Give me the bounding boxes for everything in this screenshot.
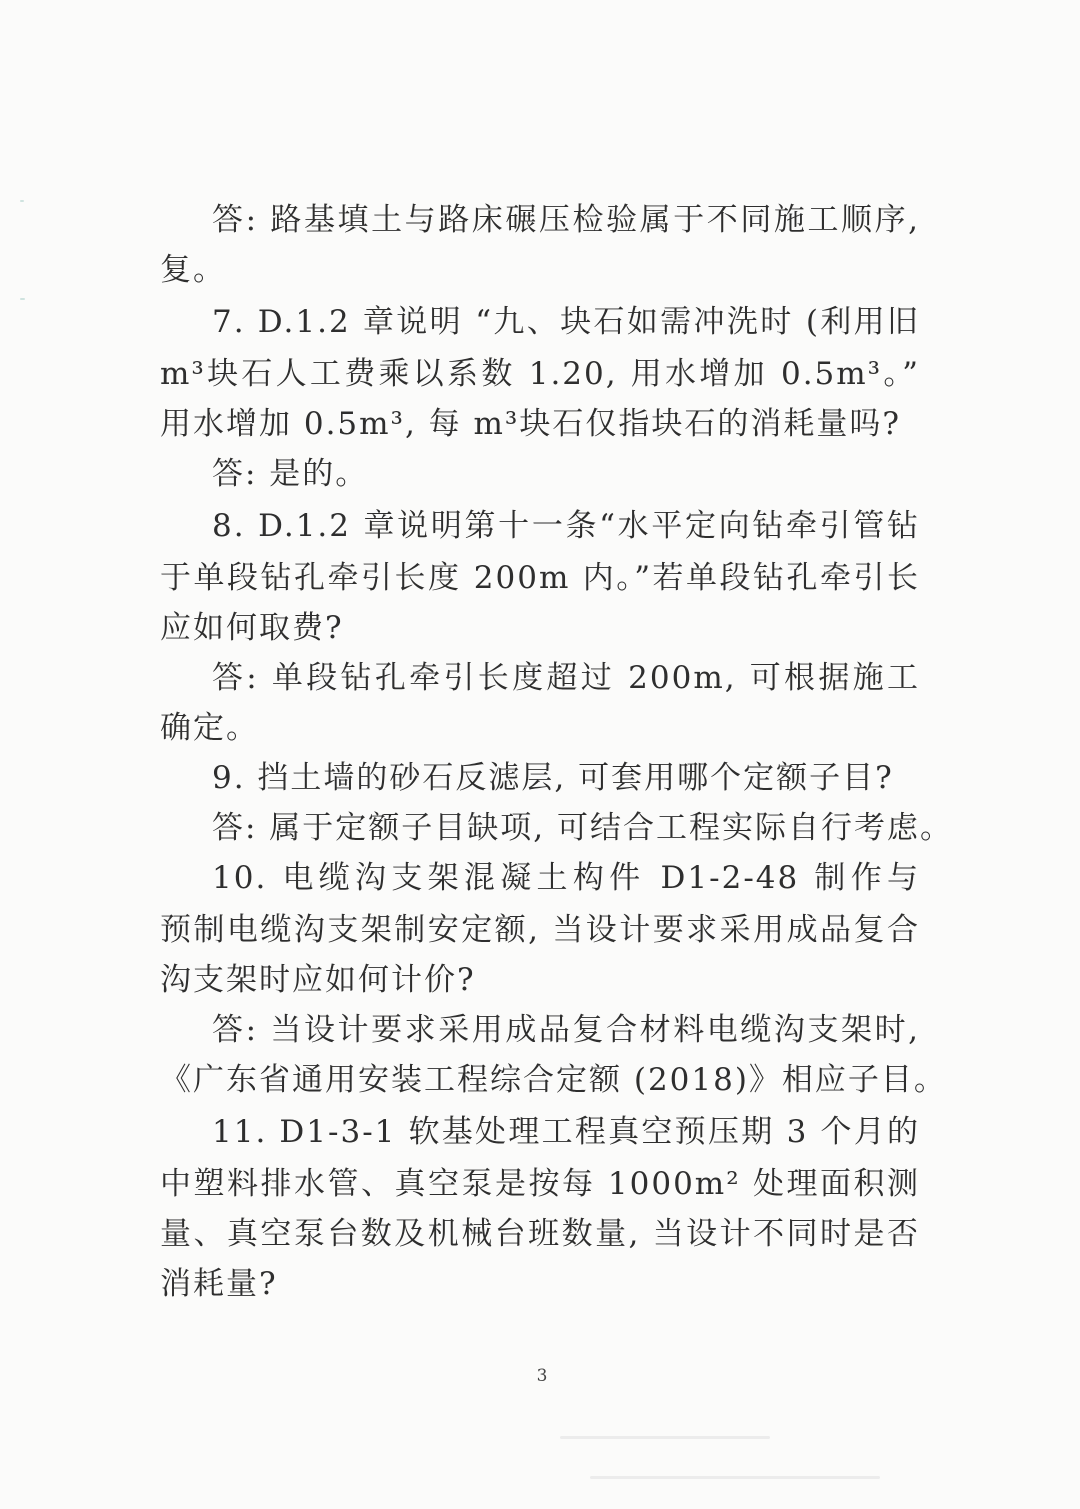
answer-8-line-1: 答: 单段钻孔牵引长度超过 200m, 可根据施工 — [212, 660, 920, 696]
answer-10-line-1: 答: 当设计要求采用成品复合材料电缆沟支架时, — [212, 1012, 920, 1048]
question-11-line-3: 量、真空泵台数及机械台班数量, 当设计不同时是否 — [160, 1216, 920, 1252]
question-10-line-3: 沟支架时应如何计价? — [160, 962, 476, 998]
scan-smudge — [560, 1436, 770, 1439]
question-11-line-4: 消耗量? — [160, 1266, 278, 1302]
question-7-line-2: m³块石人工费乘以系数 1.20, 用水增加 0.5m³。” — [160, 356, 920, 392]
answer-6-line-1: 答: 路基填土与路床碾压检验属于不同施工顺序, — [212, 202, 920, 238]
question-10-line-1: 10. 电缆沟支架混凝土构件 D1-2-48 制作与 — [212, 860, 920, 896]
question-9: 9. 挡土墙的砂石反滤层, 可套用哪个定额子目? — [212, 760, 894, 796]
question-8-line-3: 应如何取费? — [160, 610, 344, 646]
question-7-line-3: 用水增加 0.5m³, 每 m³块石仅指块石的消耗量吗? — [160, 406, 901, 442]
question-8-line-2: 于单段钻孔牵引长度 200m 内。”若单段钻孔牵引长 — [160, 560, 920, 596]
answer-7: 答: 是的。 — [212, 456, 369, 492]
question-8-line-1: 8. D.1.2 章说明第十一条“水平定向钻牵引管钻 — [212, 508, 920, 544]
question-11-line-1: 11. D1-3-1 软基处理工程真空预压期 3 个月的 — [212, 1114, 920, 1150]
question-7-line-1: 7. D.1.2 章说明 “九、块石如需冲洗时 (利用旧 — [212, 304, 920, 340]
scan-smudge — [590, 1476, 880, 1479]
page-number: 3 — [536, 1366, 548, 1386]
answer-6-line-2: 复。 — [160, 252, 226, 288]
question-10-line-2: 预制电缆沟支架制安定额, 当设计要求采用成品复合 — [160, 912, 920, 948]
question-11-line-2: 中塑料排水管、真空泵是按每 1000m² 处理面积测 — [160, 1166, 920, 1202]
answer-8-line-2: 确定。 — [160, 710, 259, 746]
scan-mark — [20, 200, 24, 202]
answer-9: 答: 属于定额子目缺项, 可结合工程实际自行考虑。 — [212, 810, 954, 846]
scan-mark — [20, 298, 25, 300]
answer-10-line-2: 《广东省通用安装工程综合定额 (2018)》相应子目。 — [160, 1062, 947, 1098]
